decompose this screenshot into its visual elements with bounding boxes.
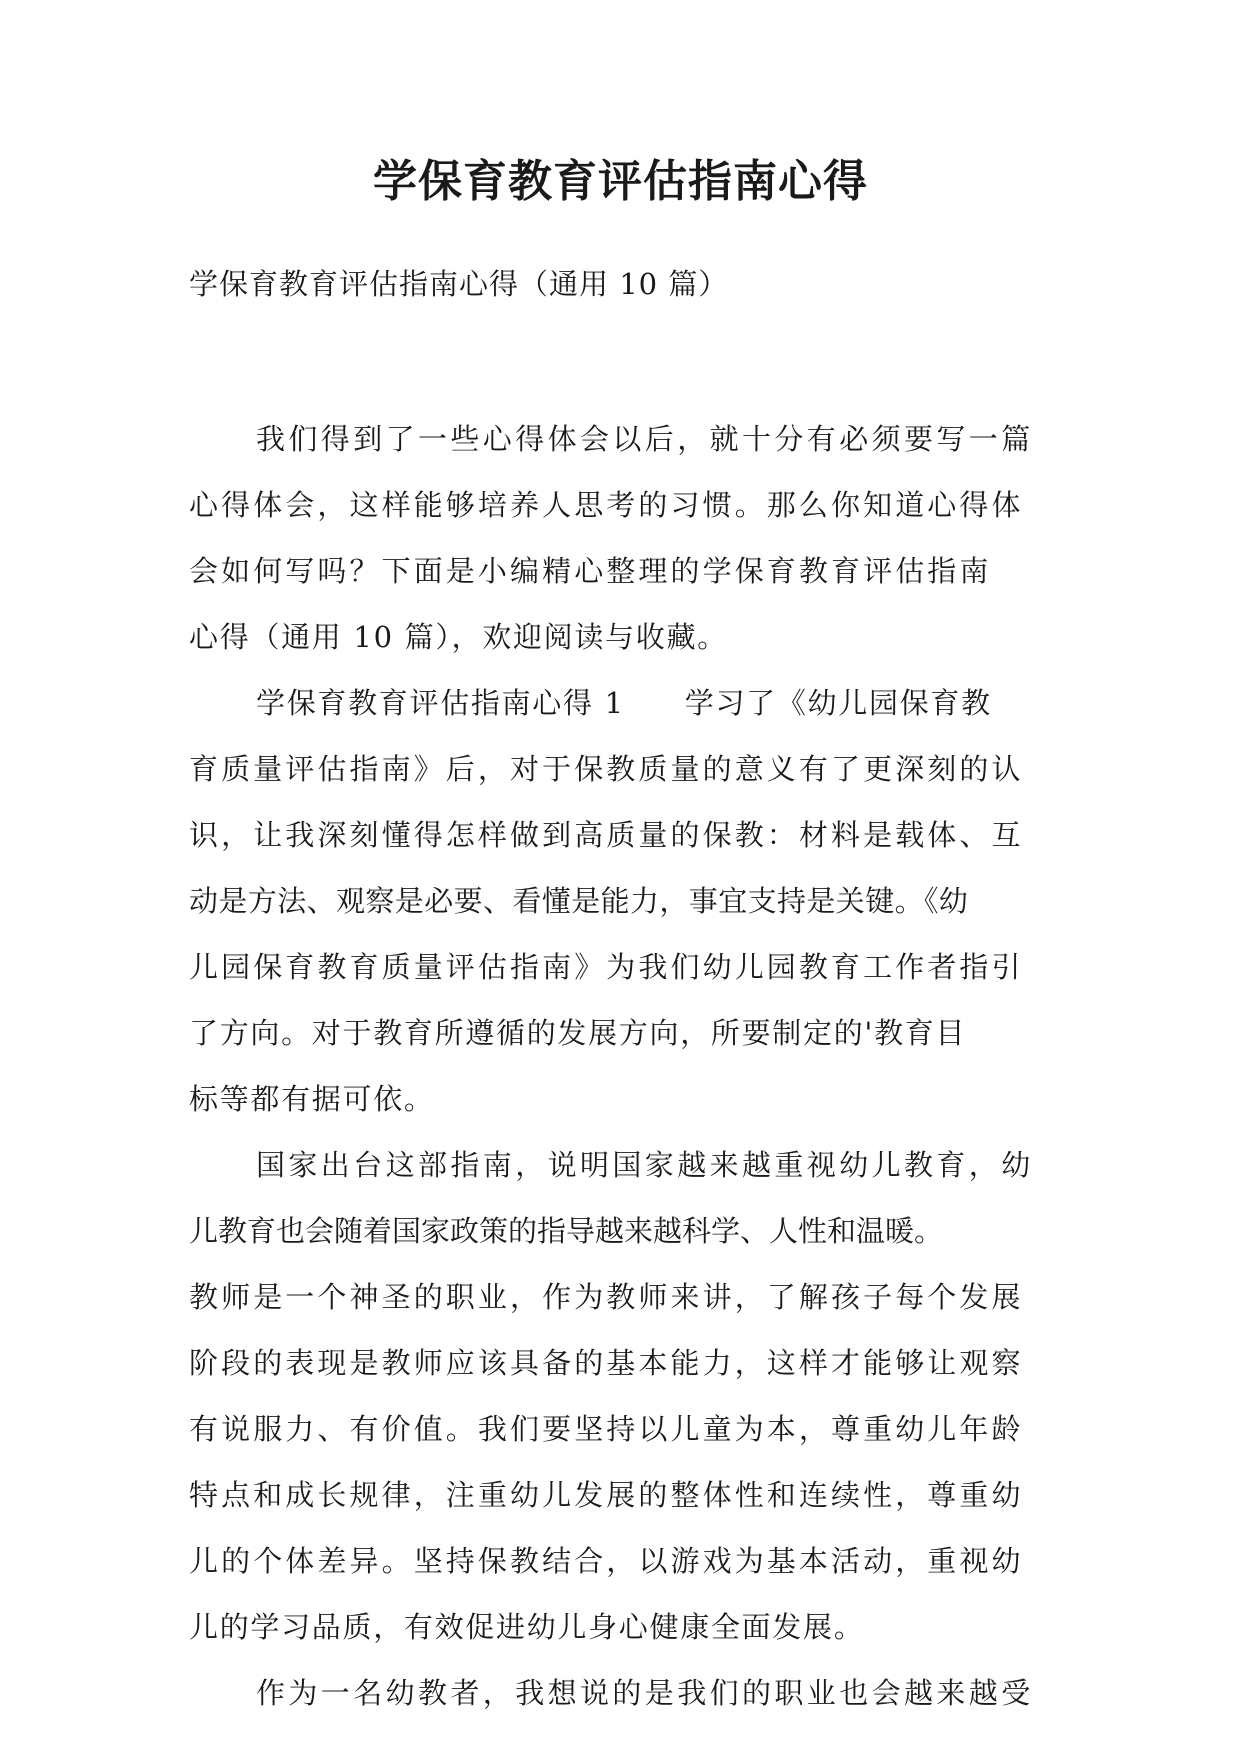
paragraph-line: 育质量评估指南》后，对于保教质量的意义有了更深刻的认 <box>189 752 1024 786</box>
paragraph-line: 心得（通用 10 篇），欢迎阅读与收藏。 <box>189 620 728 654</box>
paragraph-line: 特点和成长规律，注重幼儿发展的整体性和连续性，尊重幼 <box>189 1478 1024 1512</box>
paragraph-line: 了方向。对于教育所遵循的发展方向，所要制定的'教育目 <box>189 1016 967 1050</box>
document-body <box>189 406 1049 1726</box>
paragraph-line: 儿教育也会随着国家政策的指导越来越科学、人性和温暖。 <box>189 1214 944 1248</box>
paragraph-line: 心得体会，这样能够培养人思考的习惯。那么你知道心得体 <box>189 488 1024 522</box>
paragraph-line: 识，让我深刻懂得怎样做到高质量的保教：材料是载体、互 <box>189 818 1024 852</box>
paragraph-line: 儿园保育教育质量评估指南》为我们幼儿园教育工作者指引 <box>189 950 1024 984</box>
paragraph-line: 有说服力、有价值。我们要坚持以儿童为本，尊重幼儿年龄 <box>189 1412 1024 1446</box>
paragraph-line: 儿的个体差异。坚持保教结合，以游戏为基本活动，重视幼 <box>189 1544 1024 1578</box>
section-heading: 学保育教育评估指南心得 1 <box>256 686 625 720</box>
paragraph-line: 儿的学习品质，有效促进幼儿身心健康全面发展。 <box>189 1610 865 1644</box>
paragraph-line: 动是方法、观察是必要、看懂是能力，事宜支持是关键。《幼 <box>189 884 969 918</box>
paragraph-line: 教师是一个神圣的职业，作为教师来讲，了解孩子每个发展 <box>189 1280 1024 1314</box>
paragraph-line: 标等都有据可依。 <box>189 1082 435 1116</box>
document-subtitle: 学保育教育评估指南心得（通用 10 篇） <box>189 267 729 301</box>
document-title: 学保育教育评估指南心得 <box>373 156 868 207</box>
paragraph-line: 会如何写吗？下面是小编精心整理的学保育教育评估指南 <box>189 554 992 588</box>
paragraph-line: 作为一名幼教者，我想说的是我们的职业也会越来越受 <box>256 1676 1034 1710</box>
paragraph-first-line <box>189 670 1049 736</box>
paragraph-line: 国家出台这部指南，说明国家越来越重视幼儿教育，幼 <box>256 1148 1034 1182</box>
paragraph-line: 阶段的表现是教师应该具备的基本能力，这样才能够让观察 <box>189 1346 1024 1380</box>
paragraph-text: 学习了《幼儿园保育教 <box>684 686 992 720</box>
paragraph-line: 我们得到了一些心得体会以后，就十分有必须要写一篇 <box>256 422 1034 456</box>
